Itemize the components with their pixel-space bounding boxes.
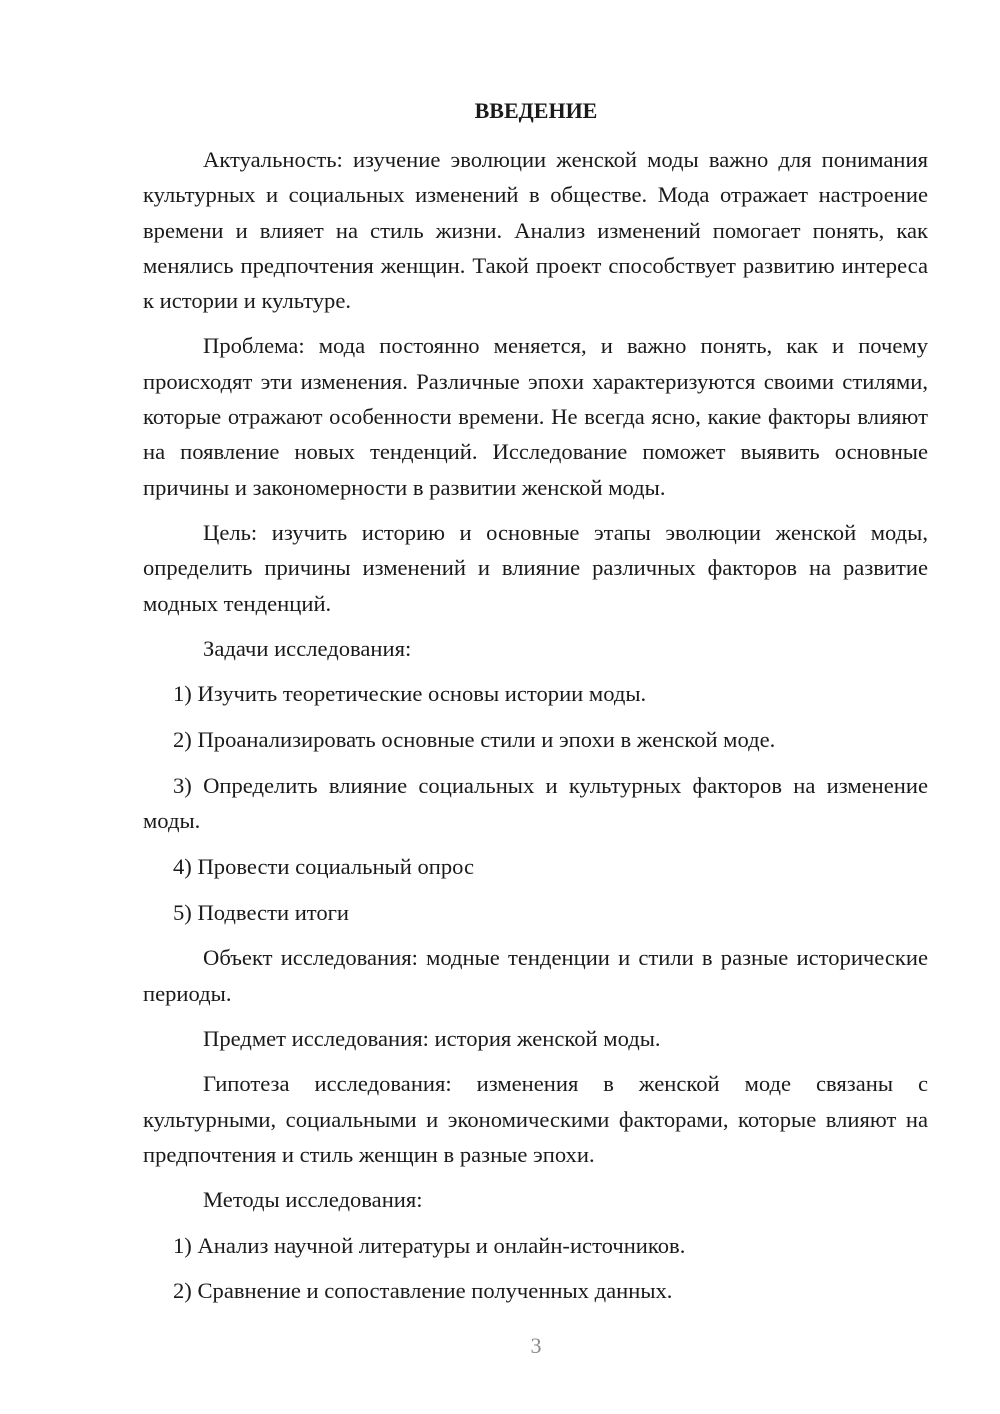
problem-paragraph: Проблема: мода постоянно меняется, и важно понять, как и почему происходят эти изменения. Различные эпохи характеризуются своими стилями, которые отражают особенности времени. Не всегда ясно, какие факторы влияют на появление новых тенденций. Исследование поможет выявить основные причины и закономерности в развитии женской моды. [143,333,928,500]
tasks-title: Задачи исследования: [203,635,412,661]
relevance-paragraph: Актуальность: изучение эволюции женской моды важно для понимания культурных и социальных изменений в обществе. Мода отражает настроение времени и влияет на стиль жизни. Анализ изменений помогает понять, как менялись предпочтения женщин. Такой проект способствует развитию интереса к истории и культуре. [143,147,928,314]
method-item: 2) Сравнение и сопоставление полученных данных. [173,1278,673,1304]
hypothesis-paragraph: Гипотеза исследования: изменения в женской моде связаны с культурными, социальными и экономическими факторами, которые влияют на предпочтения и стиль женщин в разные эпохи. [143,1071,928,1167]
task-item: 5) Подвести итоги [173,899,350,925]
section-heading: ВВЕДЕНИЕ [474,98,598,123]
methods-title: Методы исследования: [203,1187,423,1213]
document-body [143,142,928,1319]
subject-paragraph: Предмет исследования: история женской моды. [203,1026,661,1052]
goal-paragraph: Цель: изучить историю и основные этапы эволюции женской моды, определить причины изменений и влияние различных факторов на развитие модных тенденций. [143,519,928,616]
object-paragraph: Объект исследования: модные тенденции и стили в разные исторические периоды. [143,945,928,1006]
page-number: 3 [530,1333,542,1358]
task-item: 1) Изучить теоретические основы истории моды. [173,681,647,707]
task-item: 2) Проанализировать основные стили и эпохи в женской моде. [173,726,776,752]
task-item: 4) Провести социальный опрос [173,853,475,879]
task-item: 3) Определить влияние социальных и культурных факторов на изменение моды. [143,772,928,834]
method-item: 1) Анализ научной литературы и онлайн-источников. [173,1232,686,1258]
